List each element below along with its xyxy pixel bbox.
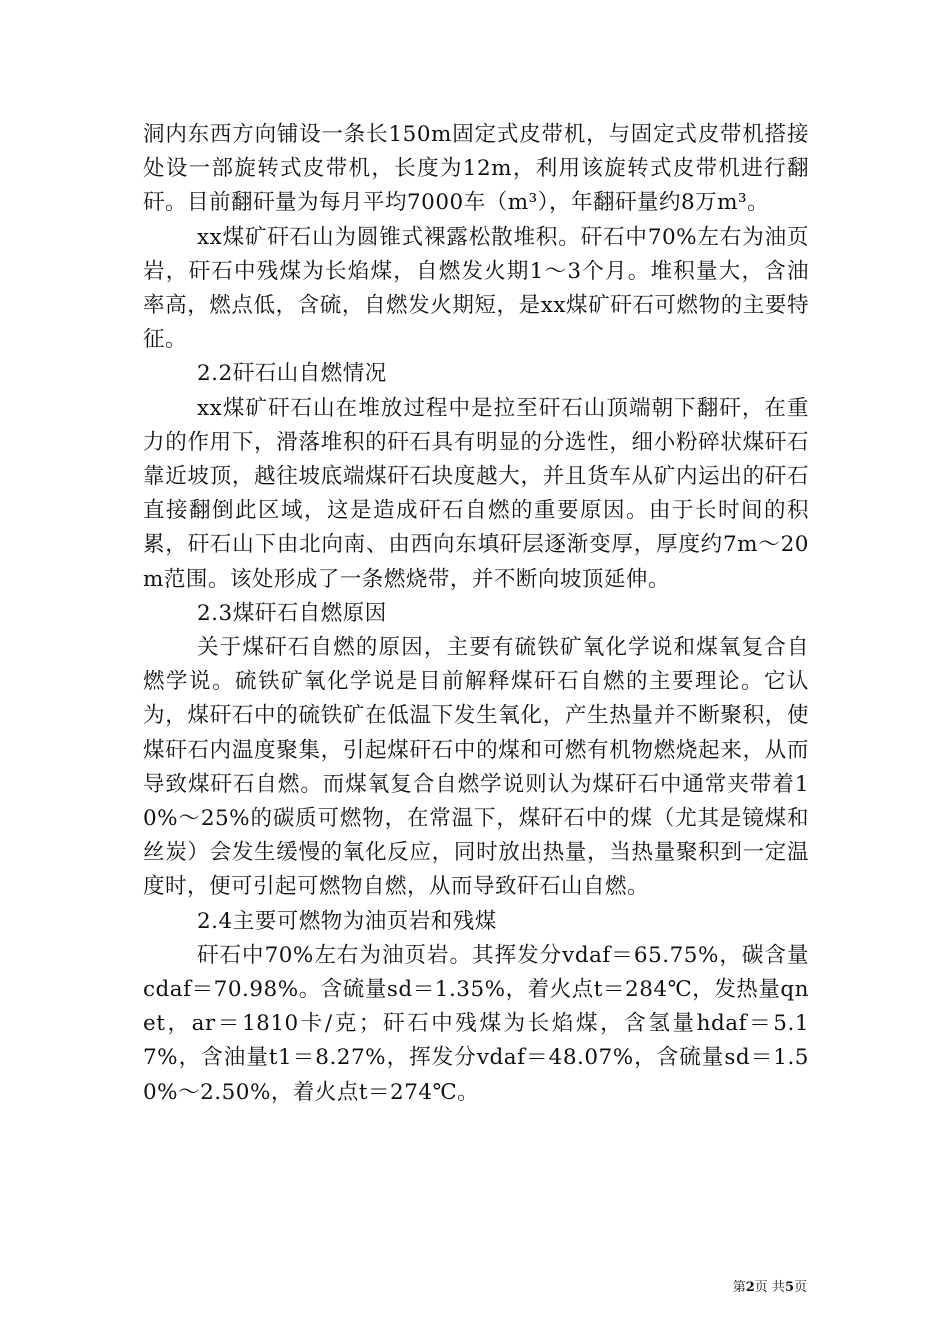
section-heading-2-2: 2.2矸石山自燃情况 bbox=[197, 361, 387, 387]
footer-prefix: 第 bbox=[732, 1280, 746, 1295]
paragraph-gangue-pile-characteristics: xx煤矿矸石山为圆锥式裸露松散堆积。矸石中70%左右为油页岩，矸石中残煤为长焰煤，自燃发火期1～3个月。堆积量大，含油率高，燃点低，含硫，自燃发火期短，是xx煤矿矸石可燃物的主要特征。 bbox=[143, 224, 809, 353]
footer-suffix: 页 bbox=[793, 1280, 807, 1295]
paragraph-spontaneous-combustion-situation: xx煤矿矸石山在堆放过程中是拉至矸石山顶端朝下翻矸，在重力的作用下，滑落堆积的矸石具有明显的分选性，细小粉碎状煤矸石靠近坡顶，越往坡底端煤矸石块度越大，并且货车从矿内运出的矸石直接翻倒此区域，这是造成矸石自燃的重要原因。由于长时间的积累，矸石山下由北向南、由西向东填矸层逐渐变厚，厚度约7m～20m范围。该处形成了一条燃烧带，并不断向坡顶延伸。 bbox=[143, 395, 809, 592]
document-body bbox=[143, 118, 809, 1110]
footer-middle: 页 共 bbox=[754, 1280, 785, 1295]
paragraph-combustible-properties: 矸石中70%左右为油页岩。其挥发分vdaf＝65.75%，碳含量cdaf＝70.98%。含硫量sd＝1.35%，着火点t＝284℃，发热量qnet，ar＝1810卡/克；矸石中残煤为长焰煤，含氢量hdaf＝5.17%，含油量t1＝8.27%，挥发分vdaf＝48.07%，含硫量sd＝1.50%～2.50%，着火点t＝274℃。 bbox=[143, 942, 809, 1105]
section-heading-2-3: 2.3煤矸石自燃原因 bbox=[197, 600, 387, 626]
current-page-number: 2 bbox=[745, 1280, 755, 1295]
page-number-footer bbox=[733, 1276, 807, 1295]
paragraph-belt-conveyor: 洞内东西方向铺设一条长150m固定式皮带机，与固定式皮带机搭接处设一部旋转式皮带机，长度为12m，利用该旋转式皮带机进行翻矸。目前翻矸量为每月平均7000车（m³），年翻矸量约8万m³。 bbox=[143, 122, 809, 216]
paragraph-combustion-causes: 关于煤矸石自燃的原因，主要有硫铁矿氧化学说和煤氧复合自燃学说。硫铁矿氧化学说是目前解释煤矸石自燃的主要理论。它认为，煤矸石中的硫铁矿在低温下发生氧化，产生热量并不断聚积，使煤矸石内温度聚集，引起煤矸石中的煤和可燃有机物燃烧起来，从而导致煤矸石自燃。而煤氧复合自燃学说则认为煤矸石中通常夹带着10%～25%的碳质可燃物，在常温下，煤矸石中的煤（尤其是镜煤和丝炭）会发生缓慢的氧化反应，同时放出热量，当热量聚积到一定温度时，便可引起可燃物自燃，从而导致矸石山自燃。 bbox=[143, 635, 809, 900]
total-page-number: 5 bbox=[784, 1280, 794, 1295]
section-heading-2-4: 2.4主要可燃物为油页岩和残煤 bbox=[197, 908, 497, 934]
